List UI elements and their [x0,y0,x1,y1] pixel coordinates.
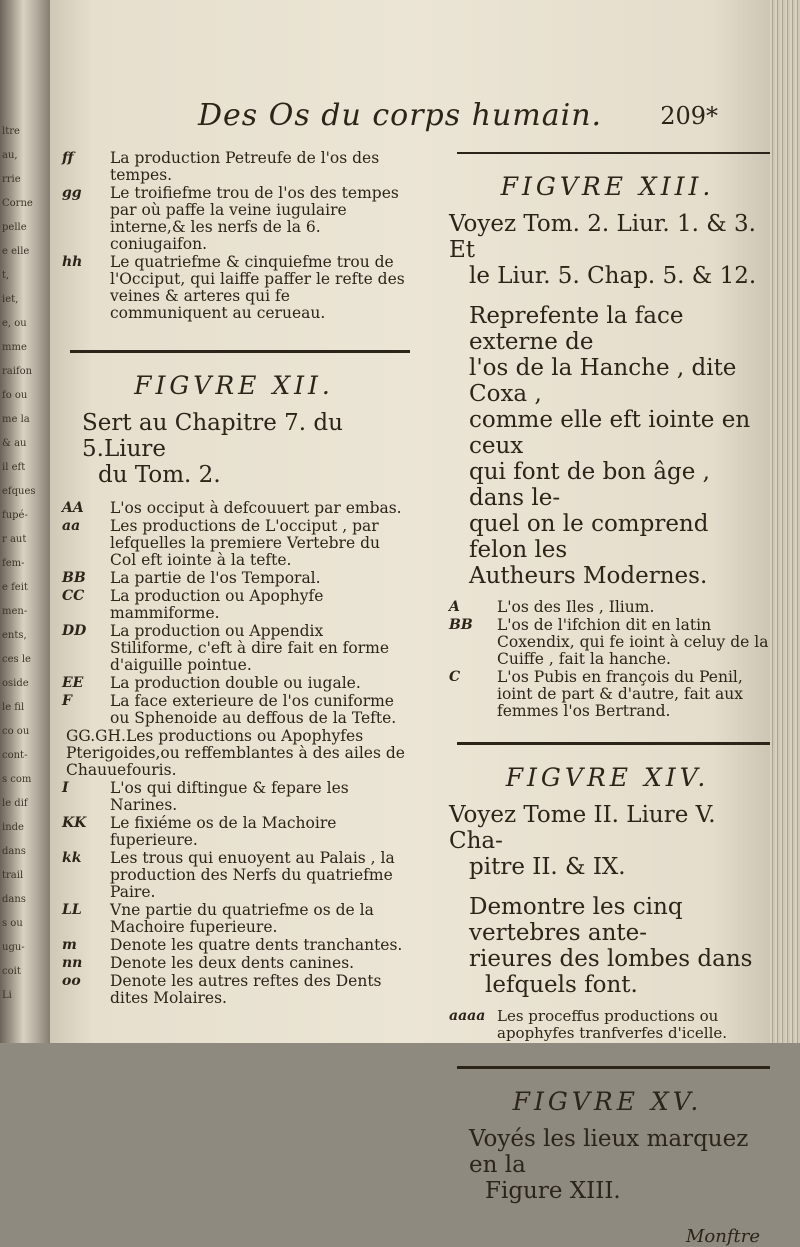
page-number: 209* [660,102,718,130]
right-column [445,150,770,1247]
facing-page-fragment: ltre [2,126,20,137]
legend-entry [58,815,410,849]
entry-text: Denote les quatre dents tranchantes. [110,936,403,954]
facing-page-fragment: s com [2,774,32,785]
facing-page-fragment: e feit [2,582,28,593]
figure-desc-line: comme elle eft iointe en ceux [469,407,751,459]
entry-mark: oo [62,973,81,989]
facing-page-fragment: ugu- [2,942,25,953]
legend-entry [58,728,410,779]
facing-page-fragment: mme [2,342,27,353]
entry-mark: A [449,599,460,615]
legend-entry [58,955,410,972]
legend-entry [58,254,410,322]
entry-mark: KK [62,815,87,831]
book-gutter [0,0,52,1043]
facing-page-fragment: t, [2,270,10,281]
figure-heading: FIGVRE XIV. [505,763,710,792]
legend-entry [58,150,410,184]
entry-mark: m [62,937,77,953]
entry-text: Denote les deux dents canines. [110,954,355,972]
legend-entry [445,669,770,720]
entry-text: La production double ou iugale. [110,674,361,692]
facing-page-fragment: oside [2,678,29,689]
legend-entry [58,518,410,569]
facing-page-fragment: & au [2,438,27,449]
facing-page-fragment: s ou [2,918,23,929]
facing-page-fragment: le fil [2,702,25,713]
figure-heading: FIGVRE XV. [512,1087,703,1116]
facing-page-fragment: trail [2,870,24,881]
facing-page-fragment: Li [2,990,12,1001]
facing-page-fragment: efques [2,486,36,497]
entry-mark: BB [62,570,86,586]
entry-mark: EE [62,675,84,691]
entry-text: GG.GH.Les productions ou Apophyfes Pterigoides,ou reffemblantes à des ailes de Chauuefouris. [66,727,405,779]
legend-entry [58,675,410,692]
facing-page-fragment: iet, [2,294,19,305]
section-rule [457,1066,770,1069]
entry-mark: ff [62,150,74,166]
entry-mark: gg [62,185,82,201]
entry-text: L'os occiput à defcouuert par embas. [110,499,402,517]
entry-text: Vne partie du quatriefme os de la Machoire fuperieure. [110,901,374,936]
entry-text: La face exterieure de l'os cuniforme ou Sphenoide au deffous de la Tefte. [110,692,397,727]
facing-page-fragment: le dif [2,798,28,809]
facing-page-fragment: rrie [2,174,21,185]
legend-entry [58,937,410,954]
entry-mark: kk [62,850,82,866]
entry-text: La production Petreufe de l'os des tempes. [110,149,380,184]
catchword: Monftre [685,1226,760,1247]
legend-entry [58,902,410,936]
entry-text: L'os des Iles , Ilium. [497,598,655,616]
entry-mark: AA [62,500,84,516]
figure-legend [58,500,410,1007]
running-head-title: Des Os du corps humain. [198,98,603,133]
section-rule [70,350,410,353]
legend-entry [58,850,410,901]
facing-page-fragment: co ou [2,726,30,737]
running-head [150,98,740,138]
facing-page-fragment: me la [2,414,30,425]
figure-intro-line: Voyez Tom. 2. Liur. 1. & 3. Et [449,211,756,263]
section-rule [457,152,770,154]
facing-page-fragment: e, ou [2,318,27,329]
facing-page-fragment: inde [2,822,24,833]
entry-text: La partie de l'os Temporal. [110,569,321,587]
facing-page-fragment: e elle [2,246,30,257]
figure-desc-line: qui font de bon âge , dans le- [469,459,710,511]
entry-mark [58,728,66,779]
figure-desc-line: Demontre les cinq vertebres ante- [469,894,683,946]
legend-entry [445,617,770,668]
facing-page-fragment: ces le [2,654,31,665]
entry-text: Le fixiéme os de la Machoire fuperieure. [110,814,337,849]
entry-text: Le troifiefme trou de l'os des tempes par où paffe la veine iugulaire interne,& les nerfs de la 6. coniugaifon. [110,184,399,253]
facing-page-fragment: dans [2,894,26,905]
entry-mark: aa [62,518,81,534]
page-edges [770,0,800,1043]
entry-text: Les trous qui enuoyent au Palais , la production des Nerfs du quatriefme Paire. [110,849,395,901]
entry-mark: F [62,693,72,709]
figure-intro-line: Voyés les lieux marquez en la [469,1126,749,1178]
entry-text: Les proceffus productions ou apophyfes tranfverfes d'icelle. [497,1007,728,1042]
figure-desc-line: lefquels font. [485,972,638,998]
facing-page-fragment: dans [2,846,26,857]
legend-entry [58,588,410,622]
facing-page-fragment: Corne [2,198,33,209]
legend-entry [58,500,410,517]
legend-entry [445,1008,770,1042]
figure-intro-line: le Liur. 5. Chap. 5. & 12. [469,263,757,289]
legend-entry [58,973,410,1007]
entry-mark: I [62,780,69,796]
legend-entry [58,780,410,814]
entry-text: La production ou Apophyfe mammiforme. [110,587,324,622]
figure-desc-line: quel on le comprend felon les [469,511,709,563]
figure-heading: FIGVRE XII. [134,371,334,400]
figure-intro-line: Figure XIII. [485,1178,621,1204]
section-rule [457,742,770,745]
facing-page-fragment: au, [2,150,18,161]
entry-mark: hh [62,254,83,270]
entry-text: L'os qui diftingue & fepare les Narines. [110,779,349,814]
facing-page-fragment: men- [2,606,28,617]
figure-desc-line: rieures des lombes dans [469,946,753,972]
entry-mark: DD [62,623,87,639]
figure-intro-line: du Tom. 2. [98,462,221,488]
figure-intro-line: Voyez Tome II. Liure V. Cha- [449,802,716,854]
facing-page-fragment: ents, [2,630,27,641]
facing-page-fragment: pelle [2,222,27,233]
legend-entry [58,185,410,253]
facing-page-fragment: r aut [2,534,27,545]
entry-text: L'os Pubis en françois du Penil, ioint de part & d'autre, fait aux femmes l'os Bertrand. [497,668,743,720]
entry-text: L'os de l'ifchion dit en latin Coxendix, qui fe ioint à celuy de la Cuiffe , fait la hanche. [497,616,769,668]
left-column [58,150,410,1008]
facing-page-fragments [2,120,36,1008]
legend-entry [58,623,410,674]
entry-text: Les productions de L'occiput , par lefquelles la premiere Vertebre du Col eft iointe à la tefte. [110,517,380,569]
legend-entry [445,599,770,616]
entry-text: Le quatriefme & cinquiefme trou de l'Occiput, qui laiffe paffer le refte des veines & arteres qui fe communiquent au cerueau. [110,253,405,322]
entry-mark: aaaa [449,1008,486,1024]
facing-page-fragment: cont- [2,750,28,761]
legend-entry [58,570,410,587]
facing-page-fragment: fupé- [2,510,28,521]
facing-page-fragment: il eft [2,462,26,473]
entry-text: La production ou Appendix Stiliforme, c'eft à dire fait en forme d'aiguille pointue. [110,622,390,674]
figure-intro-line: Sert au Chapitre 7. du 5.Liure [82,410,343,462]
entry-mark: C [449,669,461,685]
legend-entry [58,693,410,727]
entry-mark: CC [62,588,85,604]
figure-intro-line: pitre II. & IX. [469,854,626,880]
top-entries [58,150,410,322]
entry-mark: BB [449,617,473,633]
figure-desc-line: l'os de la Hanche , dite Coxa , [469,355,737,407]
facing-page-fragment: raifon [2,366,33,377]
entry-mark: nn [62,955,83,971]
entry-mark: LL [62,902,82,918]
facing-page-fragment: coit [2,966,21,977]
figure-heading: FIGVRE XIII. [500,172,715,201]
facing-page-fragment: fem- [2,558,25,569]
figure-desc-line: Autheurs Modernes. [469,563,708,589]
entry-text: Denote les autres reftes des Dents dites Molaires. [110,972,382,1007]
facing-page-fragment: fo ou [2,390,28,401]
figure-desc-line: Reprefente la face externe de [469,303,684,355]
